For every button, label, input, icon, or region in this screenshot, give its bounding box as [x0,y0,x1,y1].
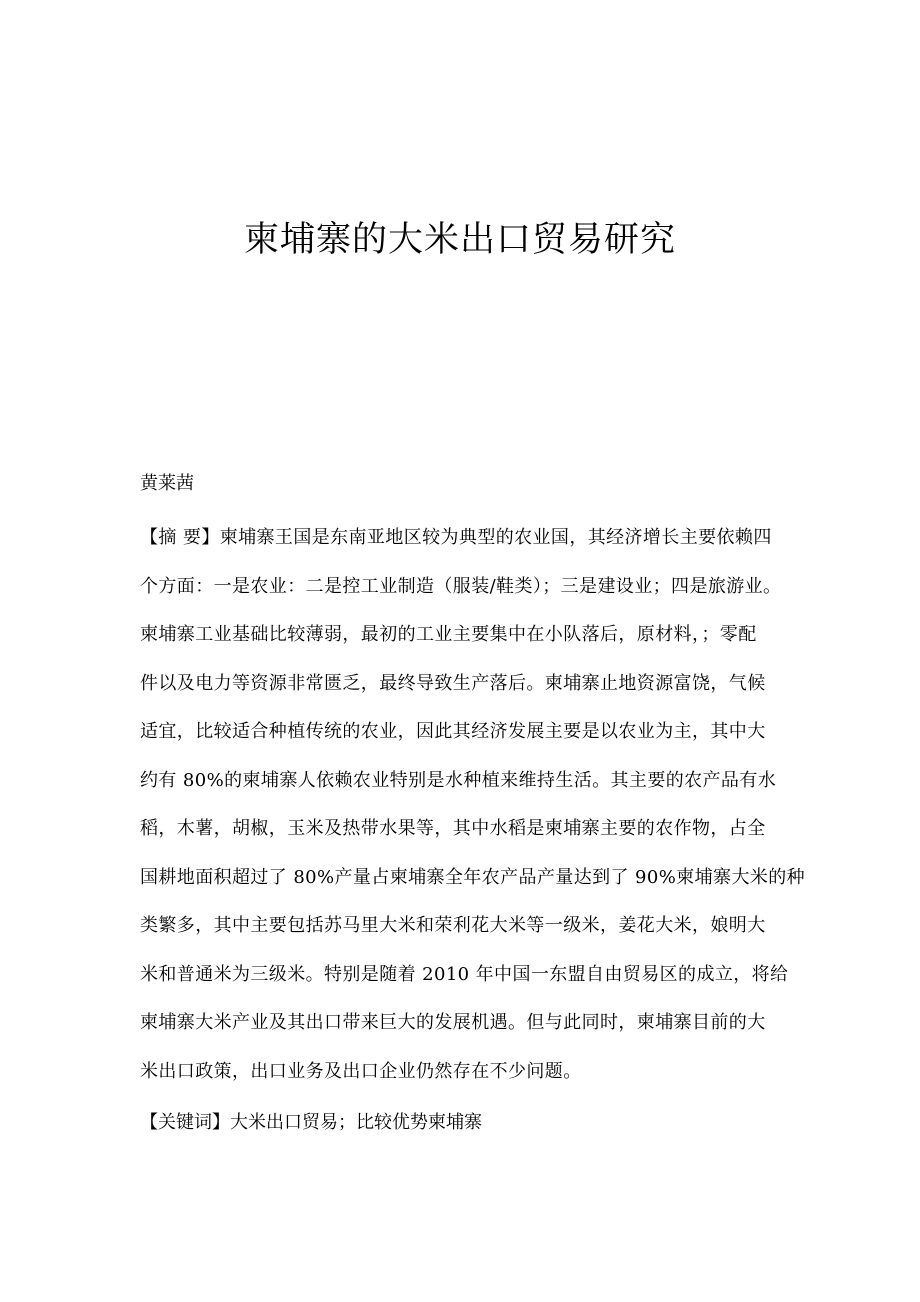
abstract-line: 柬埔寨大米产业及其出口带来巨大的发展机遇。但与此同时，柬埔寨目前的大 [140,1012,766,1033]
abstract-line: 个方面：一是农业：二是控工业制造（服装/鞋类）；三是建设业；四是旅游业。 [140,575,782,597]
abstract-line: 适宜，比较适合种植传统的农业，因此其经济发展主要是以农业为主，其中大 [140,721,766,742]
abstract-line: 米出口政策，出口业务及出口企业仍然存在不少问题。 [140,1060,582,1082]
abstract-line: 约有 80%的柬埔寨人依赖农业特别是水种植来维持生活。其主要的农产品有水 [140,769,777,791]
keywords-line: 【关键词】大米出口贸易；比较优势柬埔寨 [140,1112,482,1133]
author-name: 黄莱茜 [140,473,194,494]
abstract-line: 【摘 要】柬埔寨王国是东南亚地区较为典型的农业国，其经济增长主要依赖四 [140,527,772,548]
abstract-line: 国耕地面积超过了 80%产量占柬埔寨全年农产品产量达到了 90%柬埔寨大米的种 [140,866,806,888]
abstract-line: 类繁多，其中主要包括苏马里大米和荣利花大米等一级米，姜花大米，娘明大 [140,915,766,936]
abstract-paragraph [140,523,820,1105]
abstract-line: 柬埔寨工业基础比较薄弱，最初的工业主要集中在小队落后，原材料，；零配 [140,624,757,645]
abstract-line: 件以及电力等资源非常匮乏，最终导致生产落后。柬埔寨止地资源富饶，气候 [140,672,766,694]
abstract-line: 米和普通米为三级米。特别是随着 2010 年中国一东盟自由贸易区的成立，将给 [140,963,789,985]
document-title: 柬埔寨的大米出口贸易研究 [243,220,676,260]
abstract-line: 稻，木薯，胡椒，玉米及热带水果等，其中水稻是柬埔寨主要的农作物，占全 [140,818,766,839]
